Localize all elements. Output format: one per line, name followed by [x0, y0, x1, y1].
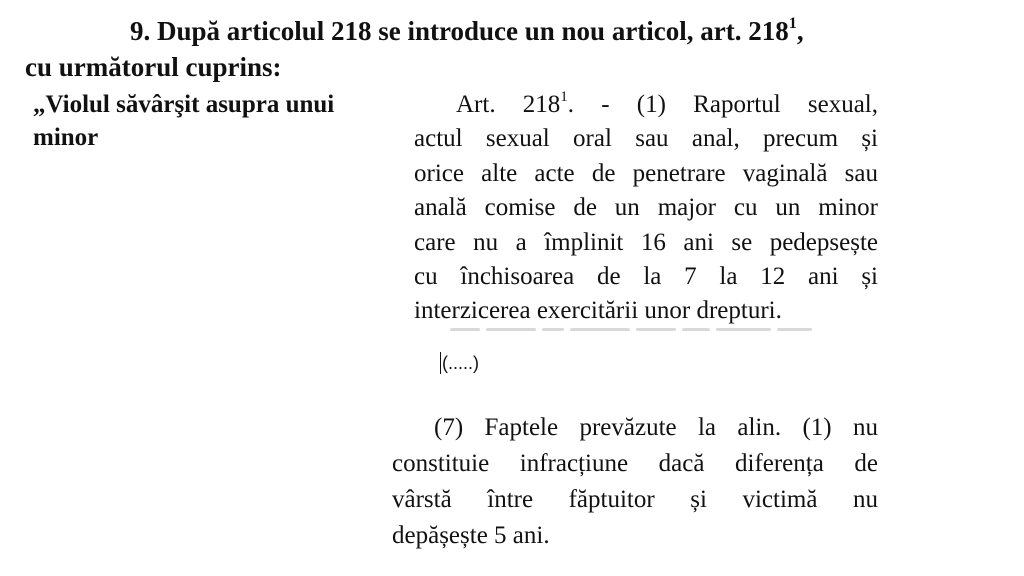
article-label-superscript: 1 [560, 88, 568, 105]
amendment-heading-text: 9. După articolul 218 se introduce un nou articol, art. 218 [130, 16, 789, 46]
article-line-4: anală comise de un major cu un minor [414, 194, 878, 222]
article-marginal-title [33, 88, 403, 154]
paragraph-7-text [392, 410, 878, 554]
article-line-6: cu închisoarea de la 7 la 12 ani și [414, 263, 878, 291]
article-line-1 [414, 88, 878, 122]
amendment-heading [130, 14, 804, 48]
article-label: Art. 218 [456, 91, 561, 118]
paragraph-7-line-2: constituie infracțiune dacă diferența de [392, 450, 878, 477]
amendment-heading-continuation: cu următorul cuprins: [25, 52, 282, 82]
paragraph-7-line-4: depășește 5 ani. [392, 522, 550, 549]
article-218-1-text [414, 88, 878, 329]
paragraph-7-line-3: vârstă între făptuitor și victimă nu [392, 486, 878, 513]
amendment-heading-comma: , [796, 16, 804, 46]
cropped-text-remnant [450, 318, 860, 332]
marginal-title-line-2: minor [33, 124, 99, 151]
article-line-5: care nu a împlinit 16 ani se pedepsește [414, 228, 878, 256]
article-line-3: orice alte acte de penetrare vaginală sau [414, 159, 878, 187]
article-superscript: 1 [788, 13, 797, 32]
paragraph-7-line-1: (7) Faptele prevăzute la alin. (1) nu [434, 414, 878, 441]
article-line-7: interzicerea exercitării unor drepturi. [414, 297, 782, 325]
text-cursor [440, 352, 441, 374]
article-line-2: actul sexual oral sau anal, precum și [414, 125, 878, 153]
omission-text: (.....) [442, 353, 479, 373]
marginal-title-line-1: „Violul săvârşit asupra unui [33, 91, 335, 118]
omission-marker [440, 352, 479, 374]
article-line-1-rest: . - (1) Raportul sexual, [567, 91, 878, 118]
